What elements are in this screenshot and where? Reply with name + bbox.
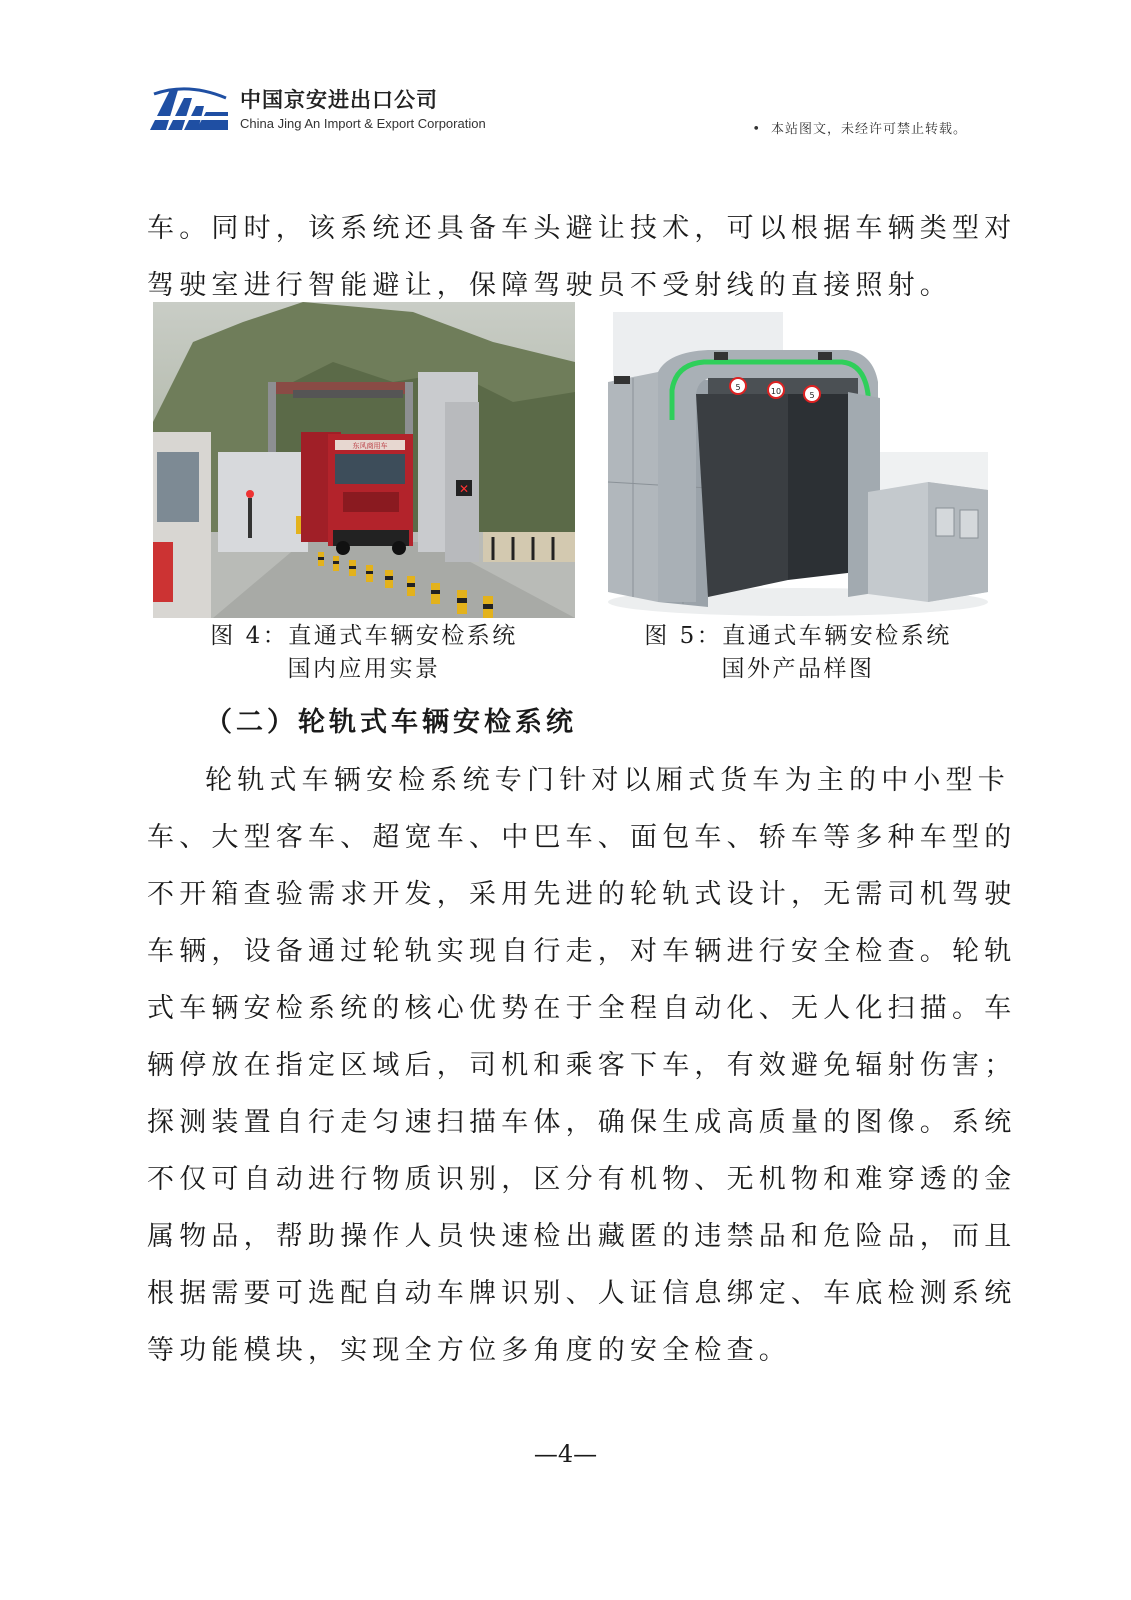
paragraph-line: 属物品，帮助操作人员快速检出藏匿的违禁品和危险品，而且 [147, 1221, 1017, 1252]
copyright-notice: • 本站图文，未经许可禁止转载。 [752, 118, 967, 137]
speed-sign: 10 [770, 387, 782, 396]
page-number: —4— [533, 1440, 598, 1468]
truck-sign: 东风商用车 [352, 442, 388, 450]
paragraph-line: 驾驶室进行智能避让，保障驾驶员不受射线的直接照射。 [147, 270, 952, 301]
paragraph-line: 式车辆安检系统的核心优势在于全程自动化、无人化扫描。车 [147, 993, 1017, 1024]
caption-line: 国内应用实景 [287, 656, 441, 682]
svg-text:✕: ✕ [458, 482, 470, 496]
company-name-en: China Jing An Import & Export Corporation [240, 116, 486, 131]
figure-5-caption [598, 620, 998, 686]
company-name-zh: 中国京安进出口公司 [240, 88, 438, 112]
paragraph-main [147, 752, 1017, 1379]
paragraph-line: 车、大型客车、超宽车、中巴车、面包车、轿车等多种车型的 [147, 822, 1017, 853]
paragraph-line: 不开箱查验需求开发，采用先进的轮轨式设计，无需司机驾驶 [147, 879, 1017, 910]
paragraph-line: 车辆，设备通过轮轨实现自行走，对车辆进行安全检查。轮轨 [147, 936, 1017, 967]
paragraph-line: 等功能模块，实现全方位多角度的安全检查。 [147, 1335, 791, 1366]
paragraph-top [147, 200, 1017, 314]
caption-line: 图 5：直通式车辆安检系统 [644, 623, 952, 649]
paragraph-line: 车。同时，该系统还具备车头避让技术，可以根据车辆类型对 [147, 213, 1017, 244]
figure-4-caption [153, 620, 575, 686]
speed-sign: 5 [735, 383, 741, 392]
figure-5-render [598, 302, 990, 618]
speed-sign: 5 [809, 391, 815, 400]
paragraph-line: 不仅可自动进行物质识别，区分有机物、无机物和难穿透的金 [147, 1164, 1017, 1195]
section-title: （二）轮轨式车辆安检系统 [205, 707, 577, 738]
caption-line: 图 4：直通式车辆安检系统 [210, 623, 518, 649]
paragraph-line: 探测装置自行走匀速扫描车体，确保生成高质量的图像。系统 [147, 1107, 1017, 1138]
company-logo [148, 86, 230, 132]
paragraph-line: 辆停放在指定区域后，司机和乘客下车，有效避免辐射伤害； [147, 1050, 1017, 1081]
figure-4-photo [153, 302, 575, 618]
paragraph-line: 轮轨式车辆安检系统专门针对以厢式货车为主的中小型卡 [205, 765, 1010, 796]
caption-line: 国外产品样图 [721, 656, 875, 682]
paragraph-line: 根据需要可选配自动车牌识别、人证信息绑定、车底检测系统 [147, 1278, 1017, 1309]
